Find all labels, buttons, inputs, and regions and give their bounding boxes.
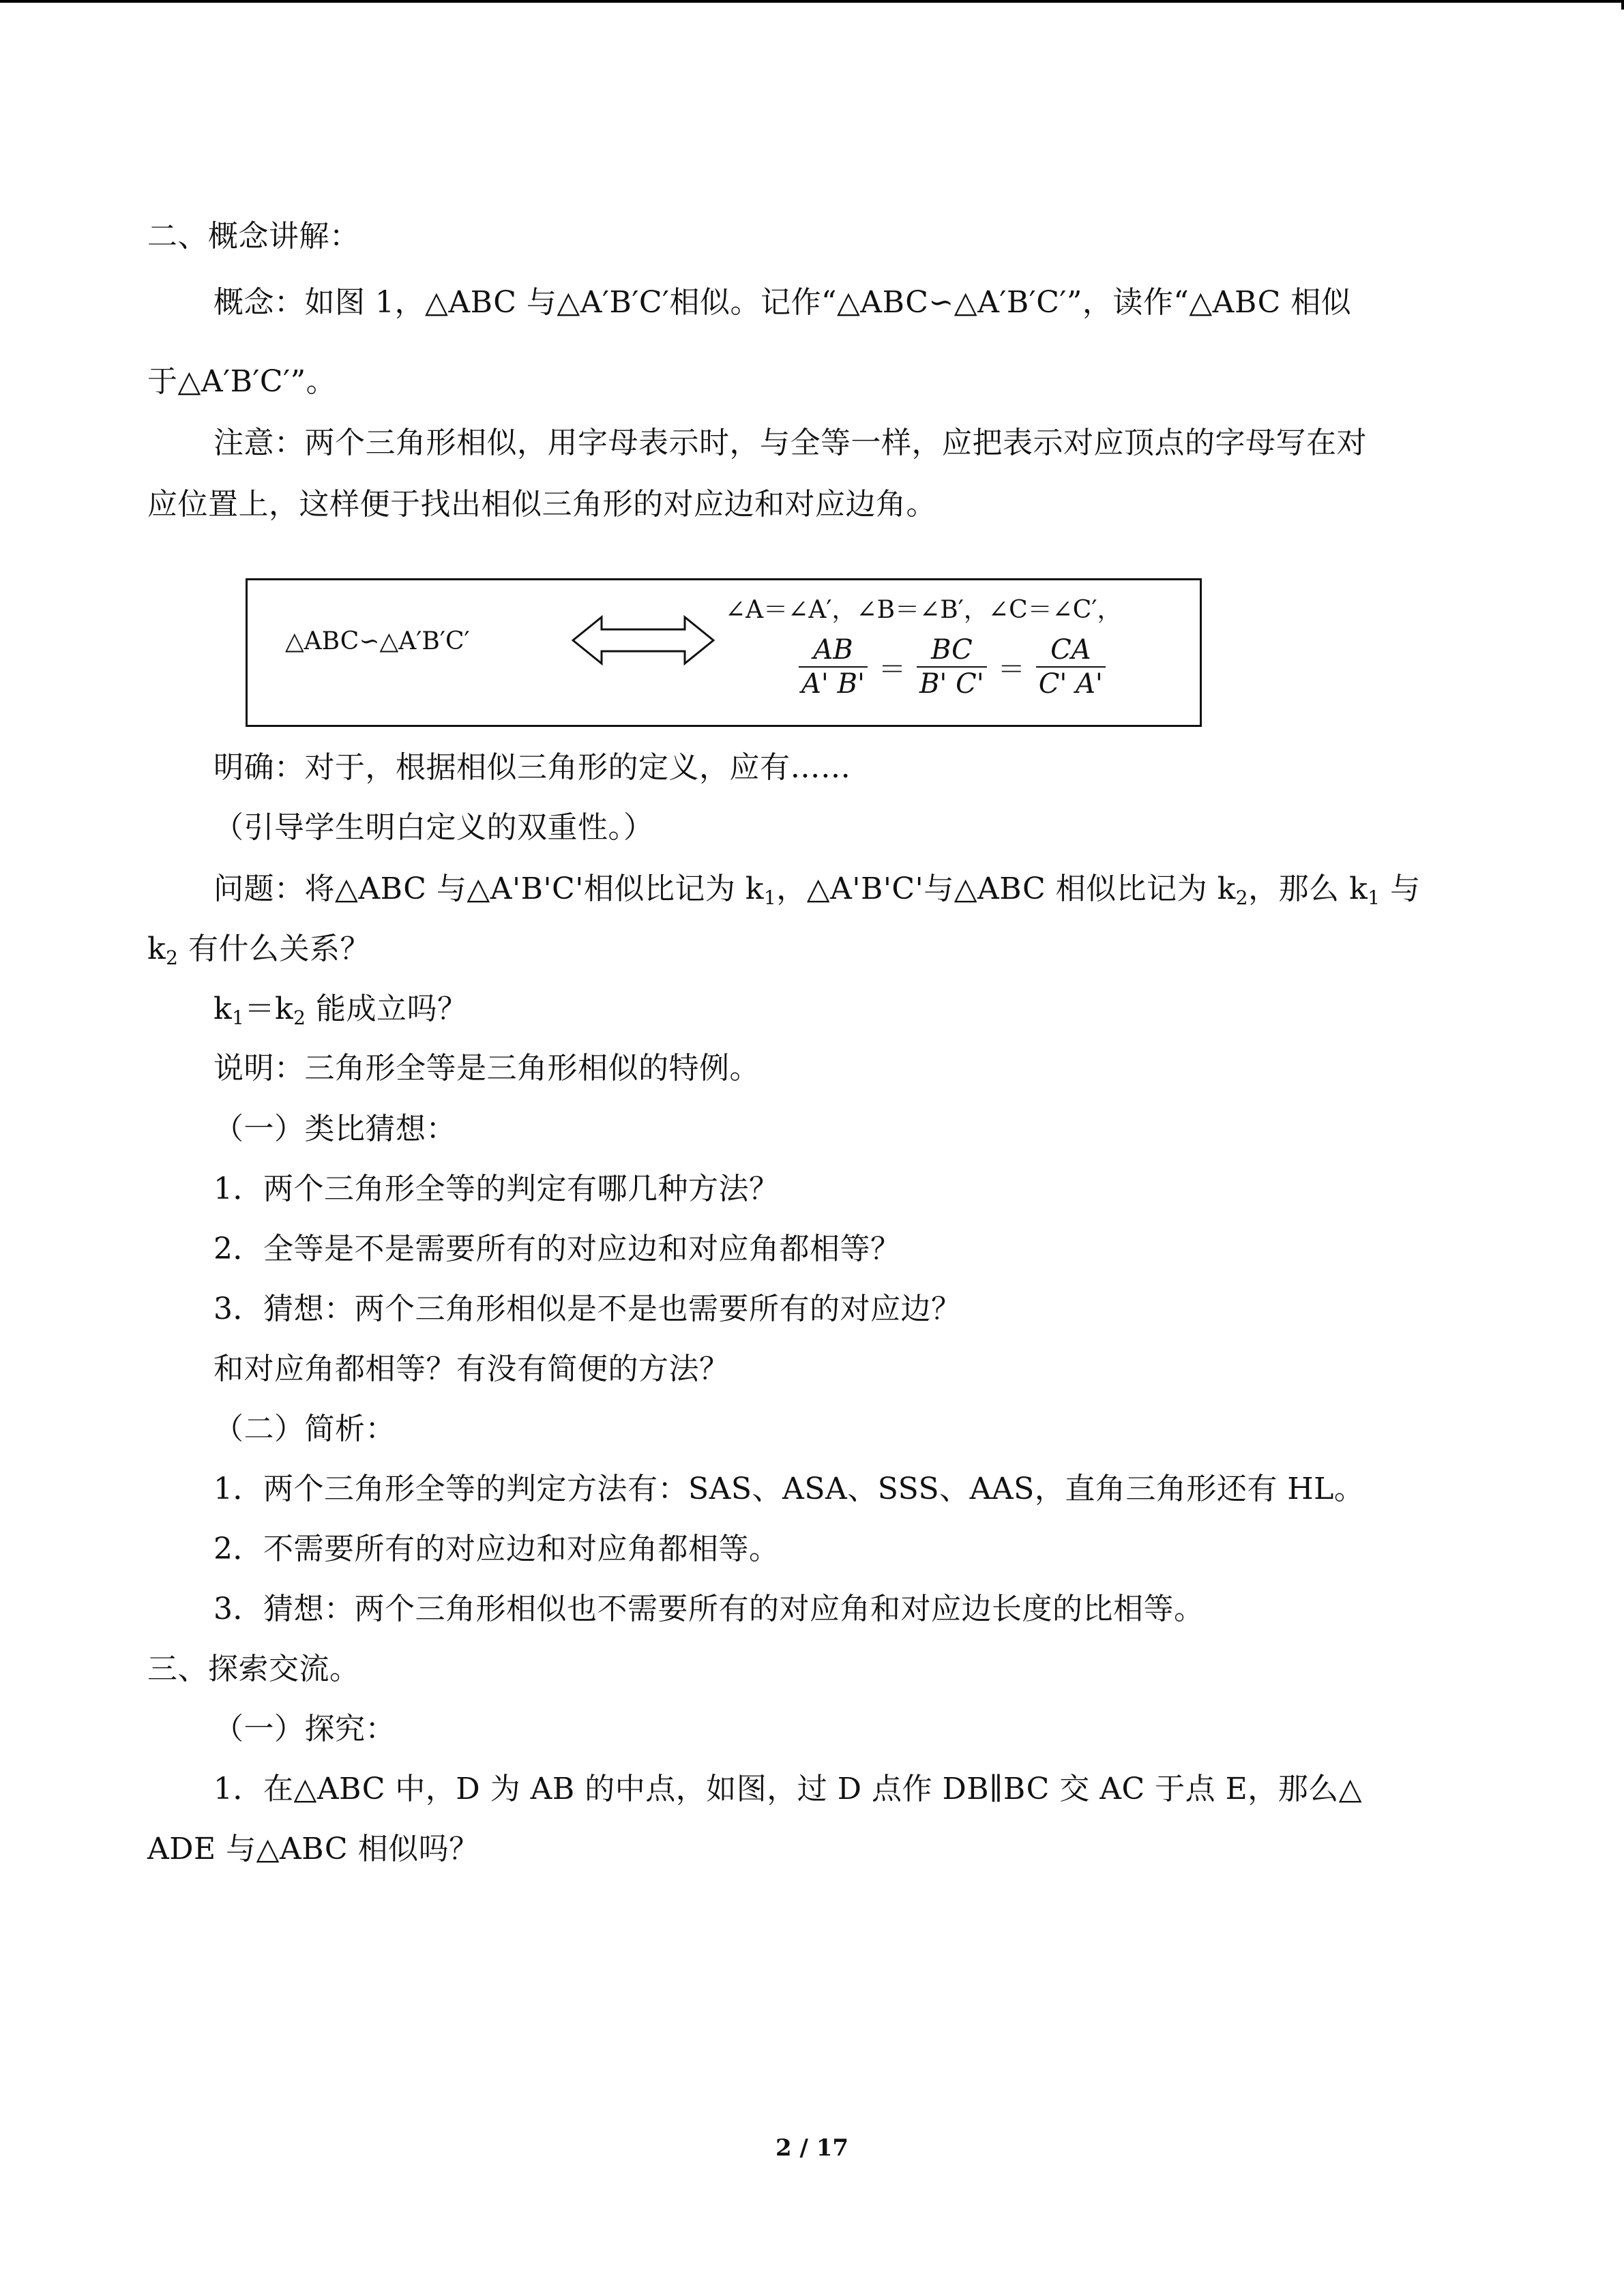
top-border-line (0, 0, 1624, 3)
question-line-1: 问题：将△ABC 与△A'B'C'相似比记为 $k_1$，△A'B'C'与△ABC 相似比记为 $k_2$，那么 $k_1$ 与 (213, 871, 1421, 909)
analysis-item-3: 3．猜想：两个三角形相似也不需要所有的对应角和对应边长度的比相等。 (213, 1592, 1205, 1626)
subsection-explore-title: （一）探究： (213, 1712, 396, 1746)
concept-paragraph-line-2: 于△A′B′C′”。 (147, 364, 337, 399)
ratio-bc-denominator: B' C' (919, 668, 984, 700)
formula-box (246, 578, 1202, 727)
analogy-item-2: 2．全等是不是需要所有的对应边和对应角都相等？ (213, 1232, 901, 1266)
top-border-corner (1621, 0, 1624, 10)
analysis-item-1: 1．两个三角形全等的判定方法有：SAS、ASA、SSS、AAS，直角三角形还有 HL。 (213, 1472, 1365, 1506)
guide-line: （引导学生明白定义的双重性。） (213, 810, 654, 845)
equals-sign: ＝ (879, 653, 906, 685)
explanation-line: 说明：三角形全等是三角形相似的特例。 (213, 1051, 760, 1086)
concept-paragraph-line-1: 概念：如图 1，△ABC 与△A′B′C′相似。记作“△ABC∽△A′B′C′”，读作“△ABC 相似 (213, 285, 1352, 320)
ratio-ca-denominator: C' A' (1038, 668, 1103, 700)
explore-item-1-line-1: 1．在△ABC 中，D 为 AB 的中点，如图，过 D 点作 DB∥BC 交 AC 于点 E，那么△ (213, 1772, 1363, 1806)
subsection-analogy-title: （一）类比猜想： (213, 1112, 456, 1146)
section-heading-2: 二、概念讲解： (147, 219, 360, 254)
question-line-2: $k_2$ 有什么关系？ (147, 931, 370, 969)
similarity-notation: △ABC∽△A′B′C′ (285, 627, 470, 655)
ratio-equalities (799, 633, 1106, 700)
ratio-ab (799, 633, 868, 700)
angle-equalities: ∠A＝∠A′，∠B＝∠B′，∠C＝∠C′， (725, 596, 1122, 624)
note-paragraph-line-2: 应位置上，这样便于找出相似三角形的对应边和对应边角。 (147, 487, 936, 522)
double-arrow-icon (572, 613, 715, 668)
equals-sign: ＝ (997, 653, 1025, 685)
section-heading-3: 三、探索交流。 (147, 1652, 360, 1686)
page-number: 2 / 17 (775, 2134, 849, 2162)
note-paragraph-line-1: 注意：两个三角形相似，用字母表示时，与全等一样，应把表示对应顶点的字母写在对 (213, 426, 1367, 460)
ratio-ca (1036, 633, 1106, 700)
analogy-item-3-continued: 和对应角都相等？有没有简便的方法？ (213, 1352, 730, 1386)
analogy-item-1: 1．两个三角形全等的判定有哪几种方法？ (213, 1172, 780, 1206)
ratio-ab-denominator: A' B' (801, 668, 865, 700)
equation-question: $k_1=k_2$ 能成立吗？ (213, 992, 468, 1029)
clarify-line: 明确：对于，根据相似三角形的定义，应有…… (213, 750, 851, 785)
subsection-analysis-title: （二）简析： (213, 1412, 396, 1446)
ratio-bc-numerator: BC (930, 634, 973, 666)
analysis-item-2: 2．不需要所有的对应边和对应角都相等。 (213, 1532, 780, 1566)
explore-item-1-line-2: ADE 与△ABC 相似吗？ (147, 1832, 479, 1866)
ratio-ca-numerator: CA (1050, 634, 1091, 666)
analogy-item-3: 3．猜想：两个三角形相似是不是也需要所有的对应边？ (213, 1292, 962, 1326)
ratio-bc (917, 633, 987, 700)
ratio-ab-numerator: AB (813, 634, 853, 666)
